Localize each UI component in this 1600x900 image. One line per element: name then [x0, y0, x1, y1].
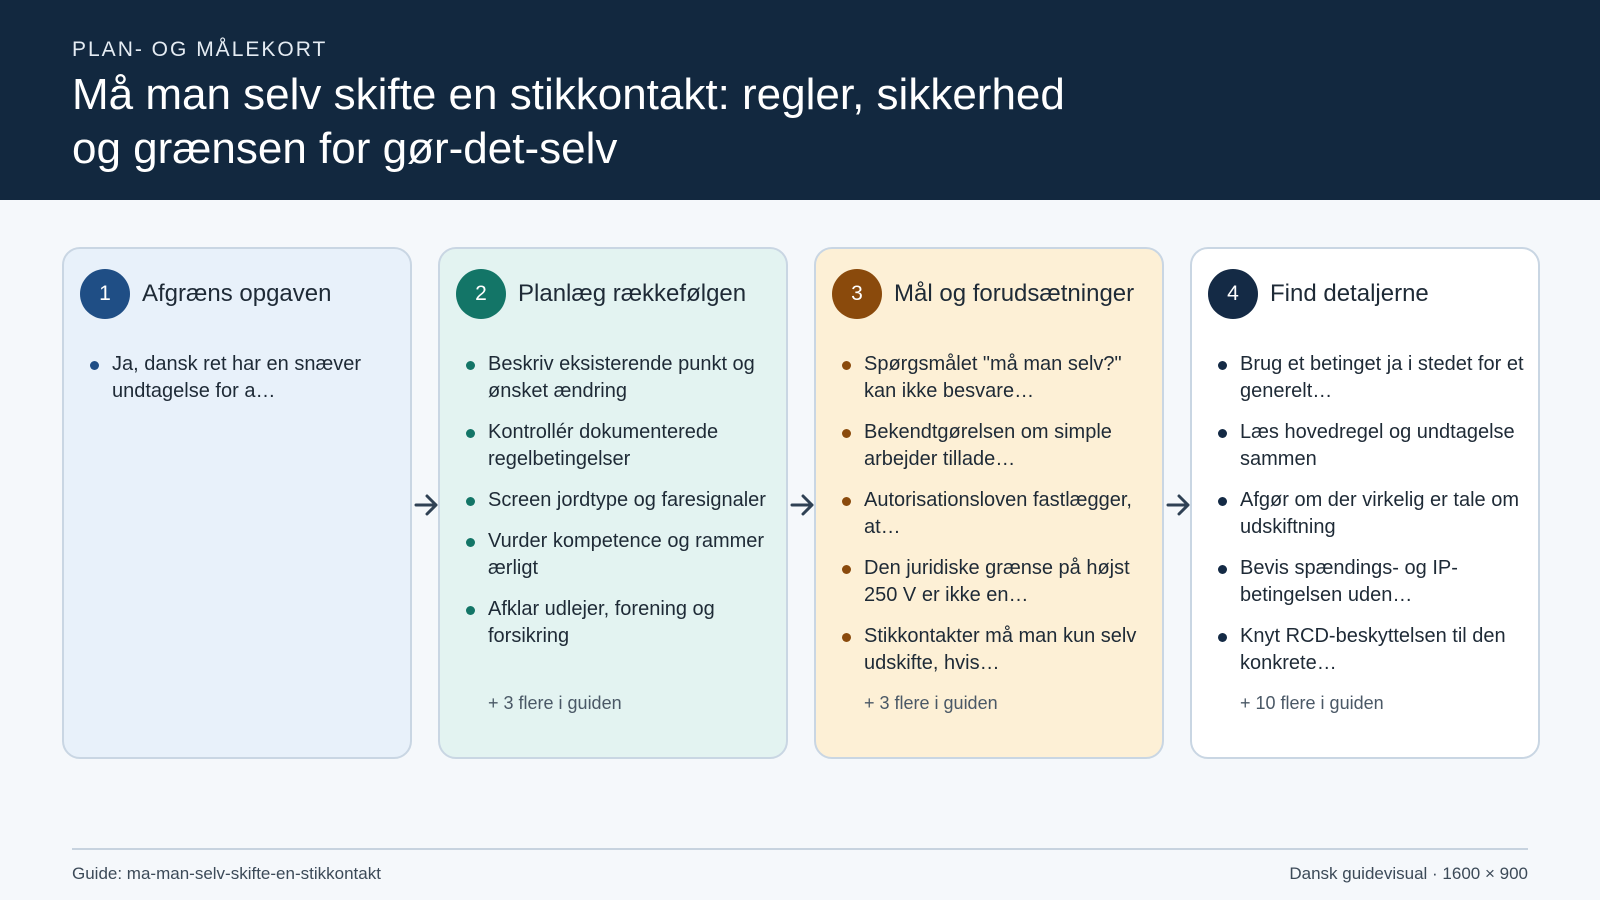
- list-item: [842, 555, 1154, 609]
- step-number-badge: 3: [832, 269, 882, 319]
- list-item: [1218, 419, 1530, 473]
- card-title: Afgræns opgaven: [142, 280, 332, 307]
- list-item: [842, 623, 1154, 677]
- bullet-dot: [1218, 361, 1227, 370]
- list-item: [842, 351, 1154, 405]
- footer-guide-slug: Guide: ma-man-selv-skifte-en-stikkontakt: [72, 864, 381, 883]
- list-item-text: Spørgsmålet "må man selv?" kan ikke besvare…: [864, 353, 1122, 402]
- list-item-text: Afklar udlejer, forening og forsikring: [488, 598, 715, 647]
- footer-divider: [72, 848, 1528, 850]
- list-item: [466, 419, 778, 473]
- bullet-dot: [842, 497, 851, 506]
- card-afgraens-opgaven: [62, 247, 412, 759]
- bullet-dot: [1218, 429, 1227, 438]
- bullet-list: [1218, 351, 1530, 691]
- list-item-text: Kontrollér dokumenterede regelbetingelser: [488, 421, 719, 470]
- bullet-dot: [1218, 633, 1227, 642]
- list-item-text: Den juridiske grænse på højst 250 V er ikke en…: [864, 557, 1130, 606]
- list-item: [1218, 623, 1530, 677]
- list-item-text: Bekendtgørelsen om simple arbejder tillade…: [864, 421, 1112, 470]
- arrow-right-icon: [414, 490, 440, 520]
- list-item-text: Bevis spændings- og IP-betingelsen uden…: [1240, 557, 1458, 606]
- list-item-text: Læs hovedregel og undtagelse sammen: [1240, 421, 1515, 470]
- step-number-badge: 4: [1208, 269, 1258, 319]
- bullet-dot: [842, 633, 851, 642]
- list-item: [842, 419, 1154, 473]
- list-item: [466, 596, 778, 650]
- bullet-list: [842, 351, 1154, 691]
- more-link[interactable]: + 3 flere i guiden: [864, 693, 998, 713]
- list-item-text: Vurder kompetence og rammer ærligt: [488, 530, 765, 579]
- card-title: Planlæg rækkefølgen: [518, 280, 747, 307]
- list-item-text: Ja, dansk ret har en snæver undtagelse for a…: [112, 353, 362, 402]
- bullet-list: [90, 351, 402, 419]
- header: [0, 0, 1600, 200]
- list-item: [466, 528, 778, 582]
- card-title: Find detaljerne: [1270, 280, 1429, 307]
- bullet-dot: [842, 361, 851, 370]
- step-number-badge: 1: [80, 269, 130, 319]
- more-link[interactable]: + 10 flere i guiden: [1240, 693, 1384, 713]
- bullet-dot: [466, 606, 475, 615]
- footer-caption: Dansk guidevisual · 1600 × 900: [1289, 864, 1528, 883]
- bullet-dot: [1218, 497, 1227, 506]
- list-item: [1218, 351, 1530, 405]
- card-maal-og-forudsaetninger: [814, 247, 1164, 759]
- list-item-text: Beskriv eksisterende punkt og ønsket ændring: [488, 353, 755, 402]
- list-item-text: Brug et betinget ja i stedet for et generelt…: [1240, 353, 1524, 402]
- arrow-right-icon: [790, 490, 816, 520]
- list-item: [466, 351, 778, 405]
- bullet-dot: [842, 429, 851, 438]
- list-item-text: Screen jordtype og faresignaler: [488, 489, 766, 511]
- list-item: [466, 487, 778, 514]
- eyebrow: PLAN- OG MÅLEKORT: [72, 38, 328, 61]
- arrow-right-icon: [1166, 490, 1192, 520]
- card-title: Mål og forudsætninger: [894, 280, 1135, 307]
- list-item: [90, 351, 402, 405]
- step-number-badge: 2: [456, 269, 506, 319]
- bullet-dot: [1218, 565, 1227, 574]
- more-link[interactable]: + 3 flere i guiden: [488, 693, 622, 713]
- list-item-text: Knyt RCD-beskyttelsen til den konkrete…: [1240, 625, 1506, 674]
- card-find-detaljerne: [1190, 247, 1540, 759]
- card-planlaeg-raekkefoelgen: [438, 247, 788, 759]
- bullet-list: [466, 351, 778, 664]
- bullet-dot: [466, 361, 475, 370]
- page-title: Må man selv skifte en stikkontakt: regler, sikkerhed og grænsen for gør-det-selv: [72, 70, 1065, 173]
- bullet-dot: [466, 497, 475, 506]
- bullet-dot: [90, 361, 99, 370]
- bullet-dot: [842, 565, 851, 574]
- bullet-dot: [466, 429, 475, 438]
- list-item: [1218, 555, 1530, 609]
- list-item-text: Afgør om der virkelig er tale om udskiftning: [1240, 489, 1519, 538]
- list-item-text: Autorisationsloven fastlægger, at…: [864, 489, 1132, 538]
- bullet-dot: [466, 538, 475, 547]
- list-item-text: Stikkontakter må man kun selv udskifte, hvis…: [864, 625, 1137, 674]
- list-item: [842, 487, 1154, 541]
- list-item: [1218, 487, 1530, 541]
